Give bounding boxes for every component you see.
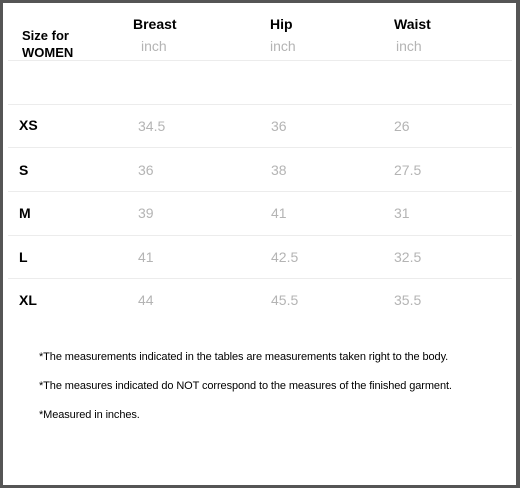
column-unit-waist: inch xyxy=(396,38,422,54)
breast-value-l: 41 xyxy=(138,249,154,265)
breast-value-xl: 44 xyxy=(138,292,154,308)
waist-value-xl: 35.5 xyxy=(394,292,422,308)
row-divider xyxy=(8,191,512,192)
row-divider xyxy=(8,104,512,105)
breast-value-m: 39 xyxy=(138,205,154,221)
column-header-breast: Breast xyxy=(133,16,177,32)
size-label-xs: XS xyxy=(19,117,38,133)
waist-value-l: 32.5 xyxy=(394,249,422,265)
row-divider xyxy=(8,147,512,148)
size-label-m: M xyxy=(19,205,31,221)
hip-value-l: 42.5 xyxy=(271,249,299,265)
footnote-inches: *Measured in inches. xyxy=(39,409,140,421)
row-divider xyxy=(8,235,512,236)
size-label-l: L xyxy=(19,249,28,265)
waist-value-xs: 26 xyxy=(394,118,410,134)
hip-value-m: 41 xyxy=(271,205,287,221)
size-label-xl: XL xyxy=(19,292,37,308)
size-header-line-2: WOMEN xyxy=(22,45,74,60)
column-unit-hip: inch xyxy=(270,38,296,54)
column-unit-breast: inch xyxy=(141,38,167,54)
column-header-waist: Waist xyxy=(394,16,431,32)
hip-value-xs: 36 xyxy=(271,118,287,134)
size-header xyxy=(22,27,73,61)
hip-value-xl: 45.5 xyxy=(271,292,299,308)
row-divider xyxy=(8,60,512,61)
size-label-s: S xyxy=(19,162,29,178)
waist-value-s: 27.5 xyxy=(394,162,422,178)
size-header-line-1: Size for xyxy=(22,28,69,43)
breast-value-xs: 34.5 xyxy=(138,118,166,134)
hip-value-s: 38 xyxy=(271,162,287,178)
footnote-body-measurements: *The measurements indicated in the tables are measurements taken right to the body. xyxy=(39,351,449,363)
footnote-not-garment: *The measures indicated do NOT correspond to the measures of the finished garment. xyxy=(39,380,452,392)
breast-value-s: 36 xyxy=(138,162,154,178)
waist-value-m: 31 xyxy=(394,205,410,221)
row-divider xyxy=(8,278,512,279)
column-header-hip: Hip xyxy=(270,16,293,32)
